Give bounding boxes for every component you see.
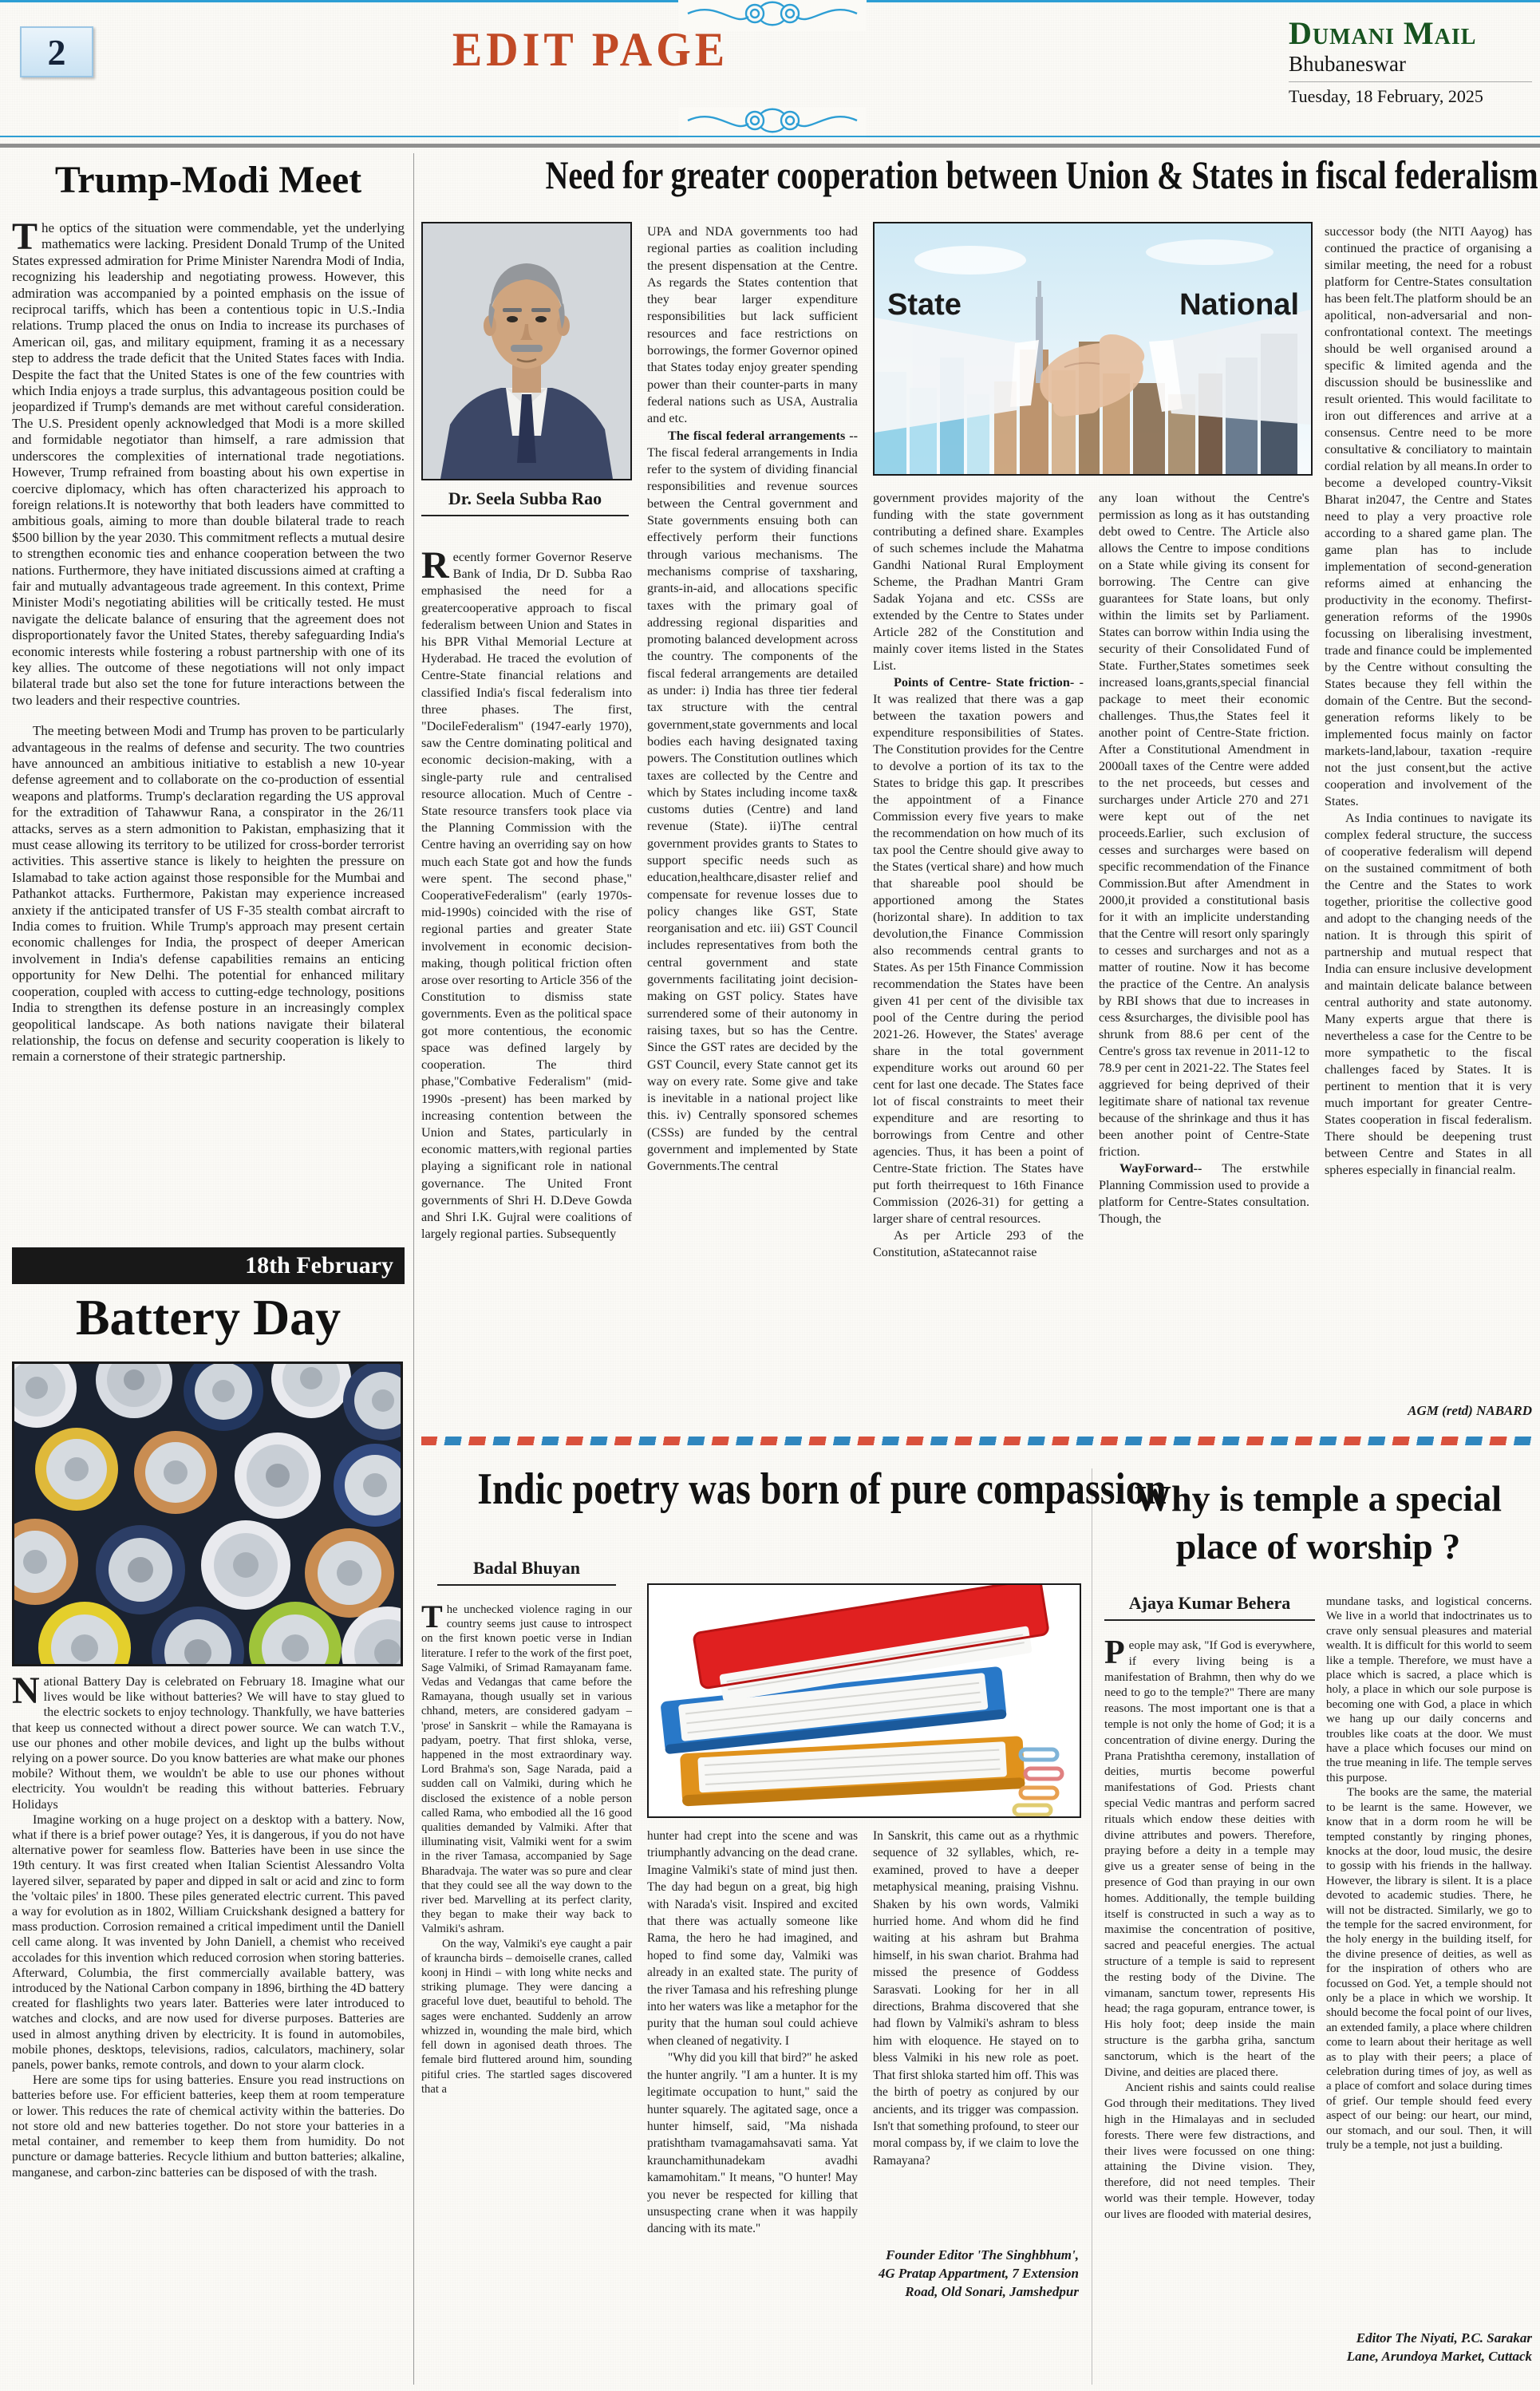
paragraph-text: "Why did you kill that bird?" he asked the hunter angrily. "I am a hunter. It is my legitimate occupation to hunt," said the hunter squarely. The agitated sage, once a hunter himself, said, "Ma nishada pratishtham tvamagamahsavati sama. Yat kraunchamithunadekam avadhi kamamohitam." It means, "O hunter! May you never be respected for killing that unsuspecting crane when it was happily dancing with its mate." <box>647 2051 858 2236</box>
fiscal-col-3 <box>873 490 1084 1413</box>
paragraph <box>1104 2080 1315 2222</box>
paragraph <box>12 220 405 709</box>
fiscal-col-4 <box>1099 490 1309 1413</box>
dropcap: R <box>421 549 449 587</box>
fiscal-col-5 <box>1325 223 1532 1393</box>
indic-author <box>437 1558 616 1586</box>
battery-headline-text: Battery Day <box>75 1289 342 1346</box>
fiscal-headline <box>421 152 1538 198</box>
temple-col-2 <box>1326 1595 1532 2326</box>
dropcap: P <box>1104 1638 1125 1671</box>
paragraph-text: The meeting between Modi and Trump has proven to be particularly advantageous in the realms of defense and security. The two countries have announced an ambitious initiative to establish a new 10-year defense agreement and to collaborate on the co-production of essential weapons and platforms. Trump's declaration regarding the US approval for the extradition of Tahawwur Rana, a conspirator in the 26/11 attacks, serves as a stern admonition to Pakistan, emphasizing that it must cease allowing its territory to be utilized for cross-border terrorist activities. This assertive stance is likely to heighten the pressure on Islamabad to take action against those responsible for the Mumbai and Pathankot attacks. Furthermore, Pakistan may experience increased anxiety if the anticipated transfer of US F-35 stealth combat aircraft to India comes to fruition. While Trump's approach may present certain economic challenges for India, the prospect of deeper American involvement in India's defense capabilities remains an enticing opportunity for New Delhi. The potential for enhanced military cooperation, coupled with access to cutting-edge technology, positions India to strengthen its defense posture in an increasingly complex geopolitical landscape. As both nations navigate their bilateral relationship, the focus on defense and security cooperation is likely to remain a cornerstone of their strategic partnership. <box>12 723 405 1065</box>
masthead-date: Tuesday, 18 February, 2025 <box>1289 81 1532 107</box>
paragraph-text: hunter had crept into the scene and was triumphantly advancing on the dead crane. Imagine Valmiki's state of mind just then. The day had begun on a great, big high with Narada's visit. Inspired and excited that there was actually someone like Rama, the hero he had imagined, and hoped to find some day, Valmiki was already in an exalted state. The purity of the river Tamasa and his refreshing plunge into her waters was like a metaphor for the purity that the human soul could achieve when cleaned of negativity. I <box>647 1829 858 2048</box>
paragraph-text: he unchecked violence raging in our country seems just cause to introspect on the first known poetic verse in Indian literature. I refer to the work of the first poet, Sage Valmiki, of Srimad Ramayanam fame. Vedas and Vedangas that came before the Ramayana, though usually set in various chhand, meters, are considered gadyam – 'prose' in Sanskrit – while the Ramayana is padyam, poetry. That first shloka, verse, happened in the most extraordinary way. Lord Brahma's son, Sage Narada, paid a sudden call on Valmiki, during which he disclosed the existence of a noble person called Rama, who embodied all the 16 good qualities demanded by Valmiki. After that illuminating visit, Valmiki went for a swim in the river Tamasa, accompanied by Sage Bharadvaja. The water was so pure and clear that they could see all the way down to the river bed. Marvelling at its perfect clarity, they began to make their way back to Valmiki's ashram. <box>421 1603 632 1936</box>
paragraph <box>647 1828 858 2049</box>
temple-headline <box>1104 1475 1532 1571</box>
paragraph <box>1099 1160 1309 1227</box>
dropcap: T <box>12 220 38 258</box>
fiscal-col-1 <box>421 549 632 1413</box>
paragraph <box>421 1937 632 2097</box>
portrait-photo <box>421 222 632 480</box>
dropcap: T <box>421 1603 443 1634</box>
temple-author-name: Ajaya Kumar Behera <box>1128 1593 1291 1613</box>
paragraph <box>1099 490 1309 1160</box>
header-bottom-rule <box>0 136 1540 137</box>
paragraph-text: Imagine working on a huge project on a desktop with a battery. Now, what if there is a brief power outage? Yes, it is dangerous, if you do not have alternative power for seamless flow. Batteries have been in use since the 19th century. It was first created when Italian Scientist Alessandro Volta layered silver, separated by paper and dipped in salt or acid and zinc to form the 'voltaic piles' in 1800. These piles generated electric current. This paved a way for evolution as in 1802, William Cruickshank designed a battery for mass production. Corrosion remained a critical impediment until the Daniell cell came along. It was invented by John Daniell, a chemist who received accolades for this invention which reduced corrosion when storing batteries. Afterward, Columbia, the first commercially available battery, was introduced by the National Carbon company in 1896, birthing the 4D battery created for flashlights two years later. Batteries were later introduced to watches and clocks, and are now used for diverse purposes. Batteries are used in almost anything driven by electricity. It is found in automobiles, mobile phones, desktops, televisions, radios, calculators, machinery, solar panels, power banks, remote controls, and down to your alarm clock. <box>12 1812 405 2073</box>
indic-headline-text: Indic poetry was born of pure compassion <box>477 1464 1167 1514</box>
paragraph <box>873 490 1084 674</box>
paragraph-text: As per Article 293 of the Constitution, aStatecannot raise <box>873 1228 1084 1259</box>
indic-signoff <box>873 2246 1079 2301</box>
paragraph <box>873 1227 1084 1261</box>
paragraph-text: eople may ask, "If God is everywhere, if every living being is a manifestation of Brahmn, then why do we need to go to the temple?" There are many reasons. The most important one is that a temple is not only the home of God; it is a concentration of divine energy. During the Prana Pratishtha ceremony, installation of deities, murtis become powerful manifestations of God. Priests chant special Vedic mantras and perform sacred rituals which endow these deities with divine attributes and powers. Therefore, praying before a deity in a temple may give us a greater sense of being in the presence of God than praying in our own homes. Additionally, the temple building itself is constructed in such a way as to maximise the concentration of positive, sacred and peaceful energies. The actual structure of a temple is said to represent the resting body of the Divine. The vimanam, sanctum tower, represents His head; the raga gopuram, entrance tower, is His holy foot; deep inside the main structure is the garbha griha, sanctum sanctorum, which is the heart of the Divine, and deities are placed there. <box>1104 1638 1315 2079</box>
handshake-photo <box>873 222 1313 476</box>
paragraph-lead: WayForward-- <box>1119 1161 1202 1176</box>
section-title-text: EDIT PAGE <box>452 23 729 77</box>
paragraph-lead: The fiscal federal arrangements -- <box>668 428 858 443</box>
paragraph-text: Here are some tips for using batteries. Ensure you read instructions on batteries before use. For efficient batteries, keep them at room temperature or lower. This reduces the rate of chemical activity within the batteries. Do not store old and new batteries together. Do not store your batteries in a metal container, and remember to keep them from humidity. Do not puncture or damage batteries. Recycle lithium and button batteries; alkaline, manganese, and carbon-zinc batteries can be disposed of with the trash. <box>12 2073 405 2180</box>
paragraph <box>12 723 405 1065</box>
paragraph <box>12 2073 405 2180</box>
paragraph-text: successor body (the NITI Aayog) has continued the practice of organising a similar meeting, the need for a robust platform for Centre-States consultation has been felt.The platform should be an apolitical, non-adversarial and non-confrontational context. The meetings should be well organised around a specific & limited agenda and the discussion should be businesslike and result oriented. This would facilitate to iron out differences and arrive at a consensus. Centre need to be more consultative & conciliatory to maintain cordial relation by all means.In order to become a developed country-Viksit Bharat in2047, the Centre and States need to play a very proactive role according to a shared game plan. The game plan has to include implementation of second-generation reforms aimed at enhancing the productivity in the economy. Thefirst-generation reforms of the 1990s focussing on liberalising investment, trade and finance could be implemented by the Centre without consulting the States because they fell within the domain of the Centre. But the second-generation reforms likely to be implemented focus mainly on factor markets-land,labour, taxation -require not the just consent,but the active cooperation and involvement of the States. <box>1325 224 1532 808</box>
paragraph <box>1325 223 1532 810</box>
paragraph-text: On the way, Valmiki's eye caught a pair of krauncha birds – demoiselle cranes, called koonj in Hindi – with long white necks and striking plumage. They were dancing a graceful love duet, beautiful to behold. The sages were enchanted. Suddenly an arrow whizzed in, wounding the male bird, which fell down in agonised death throes. The female bird fluttered around him, sounding pitiful cries. The startled sages discovered that a <box>421 1937 632 2096</box>
column-divider-left <box>413 153 414 2385</box>
paragraph-text: he optics of the situation were commendable, yet the underlying mathematics were lacking. President Donald Trump of the United States expressed admiration for Prime Minister Narendra Modi of India, recognizing his leadership and negotiating prowess. However, this admiration was accompanied by a pointed emphasis on the issue of reciprocal tariffs, which has been a contentious topic in U.S.-India relations. Trump placed the onus on India to increase its purchases of American oil, gas, and military equipment, framing it as a necessary step to address the trade deficit that the United States faces with India. Despite the fact that the United States is one of the few countries with which India enjoys a trade surplus, this advantageous position could be jeopardized if Trump's demands are met without careful consideration. The U.S. President openly acknowledged that Modi is a more skilled and formidable negotiator than himself, a rare admission that underscores the complexities of international trade negotiations. However, Trump refrained from boasting about his own expertise in coercive diplomacy, which has often characterized his approach to foreign relations.It is noteworthy that both leaders have committed to ambitious goals, aiming to more than double bilateral trade to reach $500 billion by the year 2030. This commitment reflects a mutual desire to strengthen economic ties and enhance cooperation between the two nations. Furthermore, they have initiated discussions aimed at crafting a fair and mutually advantageous trade agreement. In this context, Prime Minister Modi's negotiating abilities will be critically tested. He must navigate the delicate balance of ensuring that the agreement does not disproportionately favor the United States, thereby safeguarding India's economic interests while fostering a robust partnership with one of its key allies. The outcome of these negotiations will not only impact bilateral trade but also set the tone for future interactions between the two leaders and their respective countries. <box>12 220 405 708</box>
dashed-separator <box>421 1437 1532 1445</box>
masthead-title: Dumani Mail <box>1289 15 1477 51</box>
page-number-value: 2 <box>47 32 66 73</box>
masthead-block <box>1289 15 1532 107</box>
fiscal-author <box>421 488 629 516</box>
temple-author <box>1104 1593 1315 1621</box>
paragraph-text: The fiscal federal arrangements in India refer to the system of dividing financial responsibilities and revenue sources between the Central government and State governments ensuing both can effectively perform their functions through various mechanisms. The mechanisms comprise of taxsharing, grants-in-aid, and allocations specific taxes with the primary goal of addressing regional disparities and promoting balanced development across the country. The components of the fiscal federal arrangements are detailed as under: i) India has three tier federal tax structure with the central government,state governments and local bodies each having designated taxing powers. The Constitution outlines which taxes are collected by the Centre and which by States including income tax& customs duties (Centre) and land revenue (State). ii)The central government provides grants to States to support specific needs such as education,healthcare,disaster relief and compensate for revenue losses due to policy changes like GST, State reorganisation and etc. iii) GST Council includes representatives from both the central government and state governments facilitating joint decision-making on GST policy. States have surrendered some of their autonomy in raising taxes, but so has the Centre. Since the GST rates are decided by the GST Council, every State cannot get its way on every rate. Some give and take is inevitable in a national project like this. iv) Centrally sponsored schemes (CSSs) are funded by the central government and implemented by State Governments.The central <box>647 445 858 1174</box>
indic-signoff-text: Founder Editor 'The Singhbhum', 4G Pratap Appartment, 7 Extension Road, Old Sonari, Jamshedpur <box>878 2247 1079 2299</box>
books-photo <box>647 1583 1081 1818</box>
dropcap: N <box>12 1674 40 1712</box>
battery-article-body <box>12 1674 405 2383</box>
temple-signoff-text: Editor The Niyati, P.C. Sarakar Lane, Arundoya Market, Cuttack <box>1346 2330 1532 2364</box>
indic-col-3 <box>873 1828 1079 2239</box>
paragraph-text: The erstwhile Planning Commission used to provide a platform for Centre-States consultation. Though, the <box>1099 1161 1309 1226</box>
paragraph <box>421 549 632 1243</box>
paragraph-text: The books are the same, the material to be learnt is the same. However, we know that in a dorm room he will be tempted constantly by ringing phones, knocks at the door, loud music, the desire to gossip with his friends in the hallway. However, the library is silent. It is a place devoted to academic studies. There, he will not be distracted. Similarly, we go to the temple for the sacred environment, for the holy energy in the building itself, for the divine presence of deities, as well as for the inspiration of others who are focussed on God. Yet, a temple should not only be a place in which we worship. It should become the focal point of our lives, an extended family, a place where children come to learn about their heritage as well as to play with their peers; a place of celebration during times of joy, as well as a place of comfort and solace during times of grief. Our temple should feed every aspect of our being: our heart, our mind, our stomach, and our soul. Then, it will truly be a temple, not just a building. <box>1326 1786 1532 2152</box>
paragraph-lead: Points of Centre- State friction- - <box>894 675 1084 690</box>
fiscal-headline-text: Need for greater cooperation between Union & States in fiscal federalism <box>545 152 1538 197</box>
indic-headline <box>421 1464 1167 1515</box>
paragraph <box>12 1812 405 2073</box>
masthead-city: Bhubaneswar <box>1289 52 1406 76</box>
paragraph <box>647 2049 858 2237</box>
handshake-label-national: National <box>1179 288 1299 322</box>
temple-col-1 <box>1104 1638 1315 2385</box>
trump-article-body <box>12 220 405 1243</box>
paragraph-text: government provides majority of the funding with the state government contributing a defined share. Examples of such schemes include the Mahatma Gandhi National Rural Employment Scheme, the Pradhan Mantri Gram Sadak Yojana and etc. CSSs are extended by the Centre to States under Article 282 of the Constitution and mainly cover items listed in the States List. <box>873 491 1084 673</box>
section-title <box>351 22 830 77</box>
paragraph <box>1326 1595 1532 1785</box>
paragraph-text: It was realized that there was a gap between the taxation powers and expenditure responsibilities of States. The Constitution provides for the Centre to devolve a portion of its tax to the States to bridge this gap. It prescribes the appointment of a Finance Commission every five years to make the recommendation on how much of its tax pool the Centre should give away to the States (vertical share) and how much that shareable pool should be apportioned among the States (horizontal share). In addition to tax devolution,the Finance Commission also recommends central grants to States. As per 15th Finance Commission recommendation the States have been given 41 per cent of the divisible tax pool of the Centre during the period 2021-26. However, the States' average share in the total government expenditure works out around 60 per cent for last one decade. The States face lot of fiscal constraints to meet their expenditure and are resorting to borrowings from Centre and other agencies. Thus, it has been a point of Centre-State friction. The States have put forth theirrequest to 16th Finance Commission (2026-31) for getting a larger share of central resources. <box>873 692 1084 1226</box>
indic-author-name: Badal Bhuyan <box>473 1558 580 1578</box>
temple-headline-line2: place of worship ? <box>1175 1526 1461 1567</box>
temple-signoff <box>1326 2329 1532 2365</box>
paragraph <box>1104 1638 1315 2080</box>
paragraph-text: mundane tasks, and logistical concerns. We live in a world that indoctrinates us to crave only sensual pleasures and material wealth. It is difficult for this world to seem like a temple. Therefore, we must have a place which is sacred, a place which is holy, a place in which our sole purpose is becoming one with God, a place in which we hang up our daily concerns and troubles like coats at the door. We must have a place which focuses our mind on the true meaning in life. The temple serves this purpose. <box>1326 1595 1532 1784</box>
flourish-ornament-bottom <box>678 107 867 138</box>
paragraph <box>1325 810 1532 1179</box>
batteries-photo <box>12 1361 403 1666</box>
indic-col-2 <box>647 1828 858 2385</box>
fiscal-signoff-text: AGM (retd) NABARD <box>1408 1403 1532 1418</box>
trump-headline-text: Trump-Modi Meet <box>54 159 362 201</box>
paragraph <box>873 1828 1079 2169</box>
indic-col-1 <box>421 1603 632 2385</box>
paragraph-text: As India continues to navigate its complex federal structure, the success of cooperative federalism will depend on the sustained commitment of both the Centre and the States to work together, prioritise the collective good and adopt to the changing needs of the nation. It is through this spirit of partnership and mutual respect that India can ensure inclusive development and maintain delicate balance between central authority and state autonomy. Many experts argue that there is nevertheless a case for the Centre to be more sympathetic to the fiscal challenges faced by States. It is pertinent to mention that it is very much important for greater Centre- States cooperation in fiscal federalism. There should be deepening trust between Centre and States in all spheres especially in financial realm. <box>1325 811 1532 1177</box>
battery-kicker-text: 18th February <box>245 1252 393 1278</box>
header-divider <box>0 144 1540 148</box>
paragraph-text: any loan without the Centre's permission as long as it has outstanding debt owed to Centre. The Article also allows the Centre to impose conditions on a State while giving its consent for borrowing. The Centre can give guarantees for State loans, but only within the limits set by Parliament. States can borrow within India using the security of their Consolidated Fund of State. Further,States sometimes seek increased loans,grants,special financial package to meet their economic challenges. Thus,the States feel it another point of Centre-State friction. After a Constitutional Amendment in 2000all taxes of the Centre were added to the net proceeds, but cesses and surcharges under Article 270 and 271 were kept out of the net proceeds.Earlier, such exclusion of cesses and surcharges were based on specific recommendation of the Finance Commission.But after Amendment in 2000,it provided a constitutional basis for it with an implicite understanding that the Centre will resort only sparingly to cesses and surcharges and not as a matter of routine. Now it has become the practice of the Centre. An analysis by RBI shows that due to increases in cess &surcharges, the divisible pool has shrunk from 88.6 per cent of the Centre's gross tax revenue in 2011-12 to 78.9 per cent in 2021-22. The States feel aggrieved for being deprived of their legitimate share of national tax revenue because of the shrinkage and thus it has been another point of Centre-State friction. <box>1099 491 1309 1159</box>
paragraph <box>647 428 858 1176</box>
paragraph <box>873 674 1084 1227</box>
fiscal-signoff <box>1325 1403 1532 1419</box>
paragraph <box>421 1603 632 1937</box>
paragraph-text: Ancient rishis and saints could realise God through their meditations. They lived high in the Himalayas and in secluded forests. There were few distractions, and their lives were focussed on one thing: attaining the Divine vision. They, therefore, did not need temples. Their world was their temple. However, today our lives are flooded with material desires, <box>1104 2081 1315 2221</box>
fiscal-author-name: Dr. Seela Subba Rao <box>448 488 602 508</box>
temple-headline-line1: Why is temple a special <box>1135 1478 1502 1519</box>
paragraph-text: ecently former Governor Reserve Bank of India, Dr D. Subba Rao emphasised the need for a greatercooperative approach to fiscal federalism between Union and States in his BPR Vithal Memorial Lecture at Hyderabad. He traced the evolution of Centre-State financial relations and classified India's fiscal federalism into three phases. The first, "DocileFederalism" (1947-early 1970), saw the Centre dominating political and economic decision-making, with a single-party rule and centralised resource allocation. Much of Centre -State resource transfers took place via the Planning Commission with the Centre having an overriding say on how much each State got and how the funds were spent. The second phase," CooperativeFederalism" (early 1970s-mid-1990s) coincided with the rise of regional parties and greater State involvement in economic decision-making, though political friction often arose over resorting to Article 356 of the Constitution to dismiss state governments. Even as the political space got more contentious, the economic space was defined largely by cooperation. The third phase,"Combative Federalism" (mid-1990s -present) has been marked by increasing contention between the Union and States, particularly in economic matters,with regional parties playing a significant role in national governance. The United Front governments of Shri H. D.Deve Gowda and Shri I.K. Gujral were coalitions of largely regional parties. Subsequently <box>421 550 632 1242</box>
trump-headline <box>12 158 405 202</box>
handshake-label-state: State <box>887 288 962 322</box>
battery-headline <box>12 1288 405 1347</box>
fiscal-col-2 <box>647 223 858 1413</box>
paragraph-text: UPA and NDA governments too had regional parties as coalition including the present dispensation at the Centre. As regards the States contention that they bear larger expenditure responsibilities but lack sufficient resources and face restrictions on borrowings, the former Governor opined that States today enjoy greater spending power than their counter-parts in many federal nations such as USA, Australia and etc. <box>647 224 858 426</box>
paragraph <box>12 1674 405 1812</box>
page-number <box>20 26 93 77</box>
battery-kicker <box>12 1247 405 1284</box>
paragraph-text: In Sanskrit, this came out as a rhythmic sequence of 32 syllables, which, re-examined, proved to have a deeper metaphysical meaning, praising Vishnu. Shaken by his own words, Valmiki hurried home. And whom did he find waiting at his ashram but Brahma himself, in his swan chariot. Brahma had missed the presence of Goddess Sarasvati. Looking for her in all directions, Brahma discovered that she had flown by Valmiki's ashram to bless him with eloquence. He stayed on to bless Valmiki in his new role as poet. That first shloka started him off. This was the birth of poetry as conjured by our ancients, and its trigger was compassion. Isn't that something profound, to steer our moral compass by, if we claim to love the Ramayana? <box>873 1829 1079 2168</box>
paragraph-text: ational Battery Day is celebrated on February 18. Imagine what our lives would be like without batteries? We will have to stay glued to the electric sockets to enjoy technology. Thankfully, we have batteries that keep us connected without a direct power source. We can watch T.V., use our phones and other mobile devices, and light up the bulbs without relying on a power source. Do you know batteries are what make our phones mobile? Without them, we wouldn't be able to use our phones without electricity. You wouldn't be reading this without batteries. February Holidays <box>12 1675 405 1812</box>
paragraph <box>1326 1785 1532 2152</box>
paragraph <box>647 223 858 428</box>
